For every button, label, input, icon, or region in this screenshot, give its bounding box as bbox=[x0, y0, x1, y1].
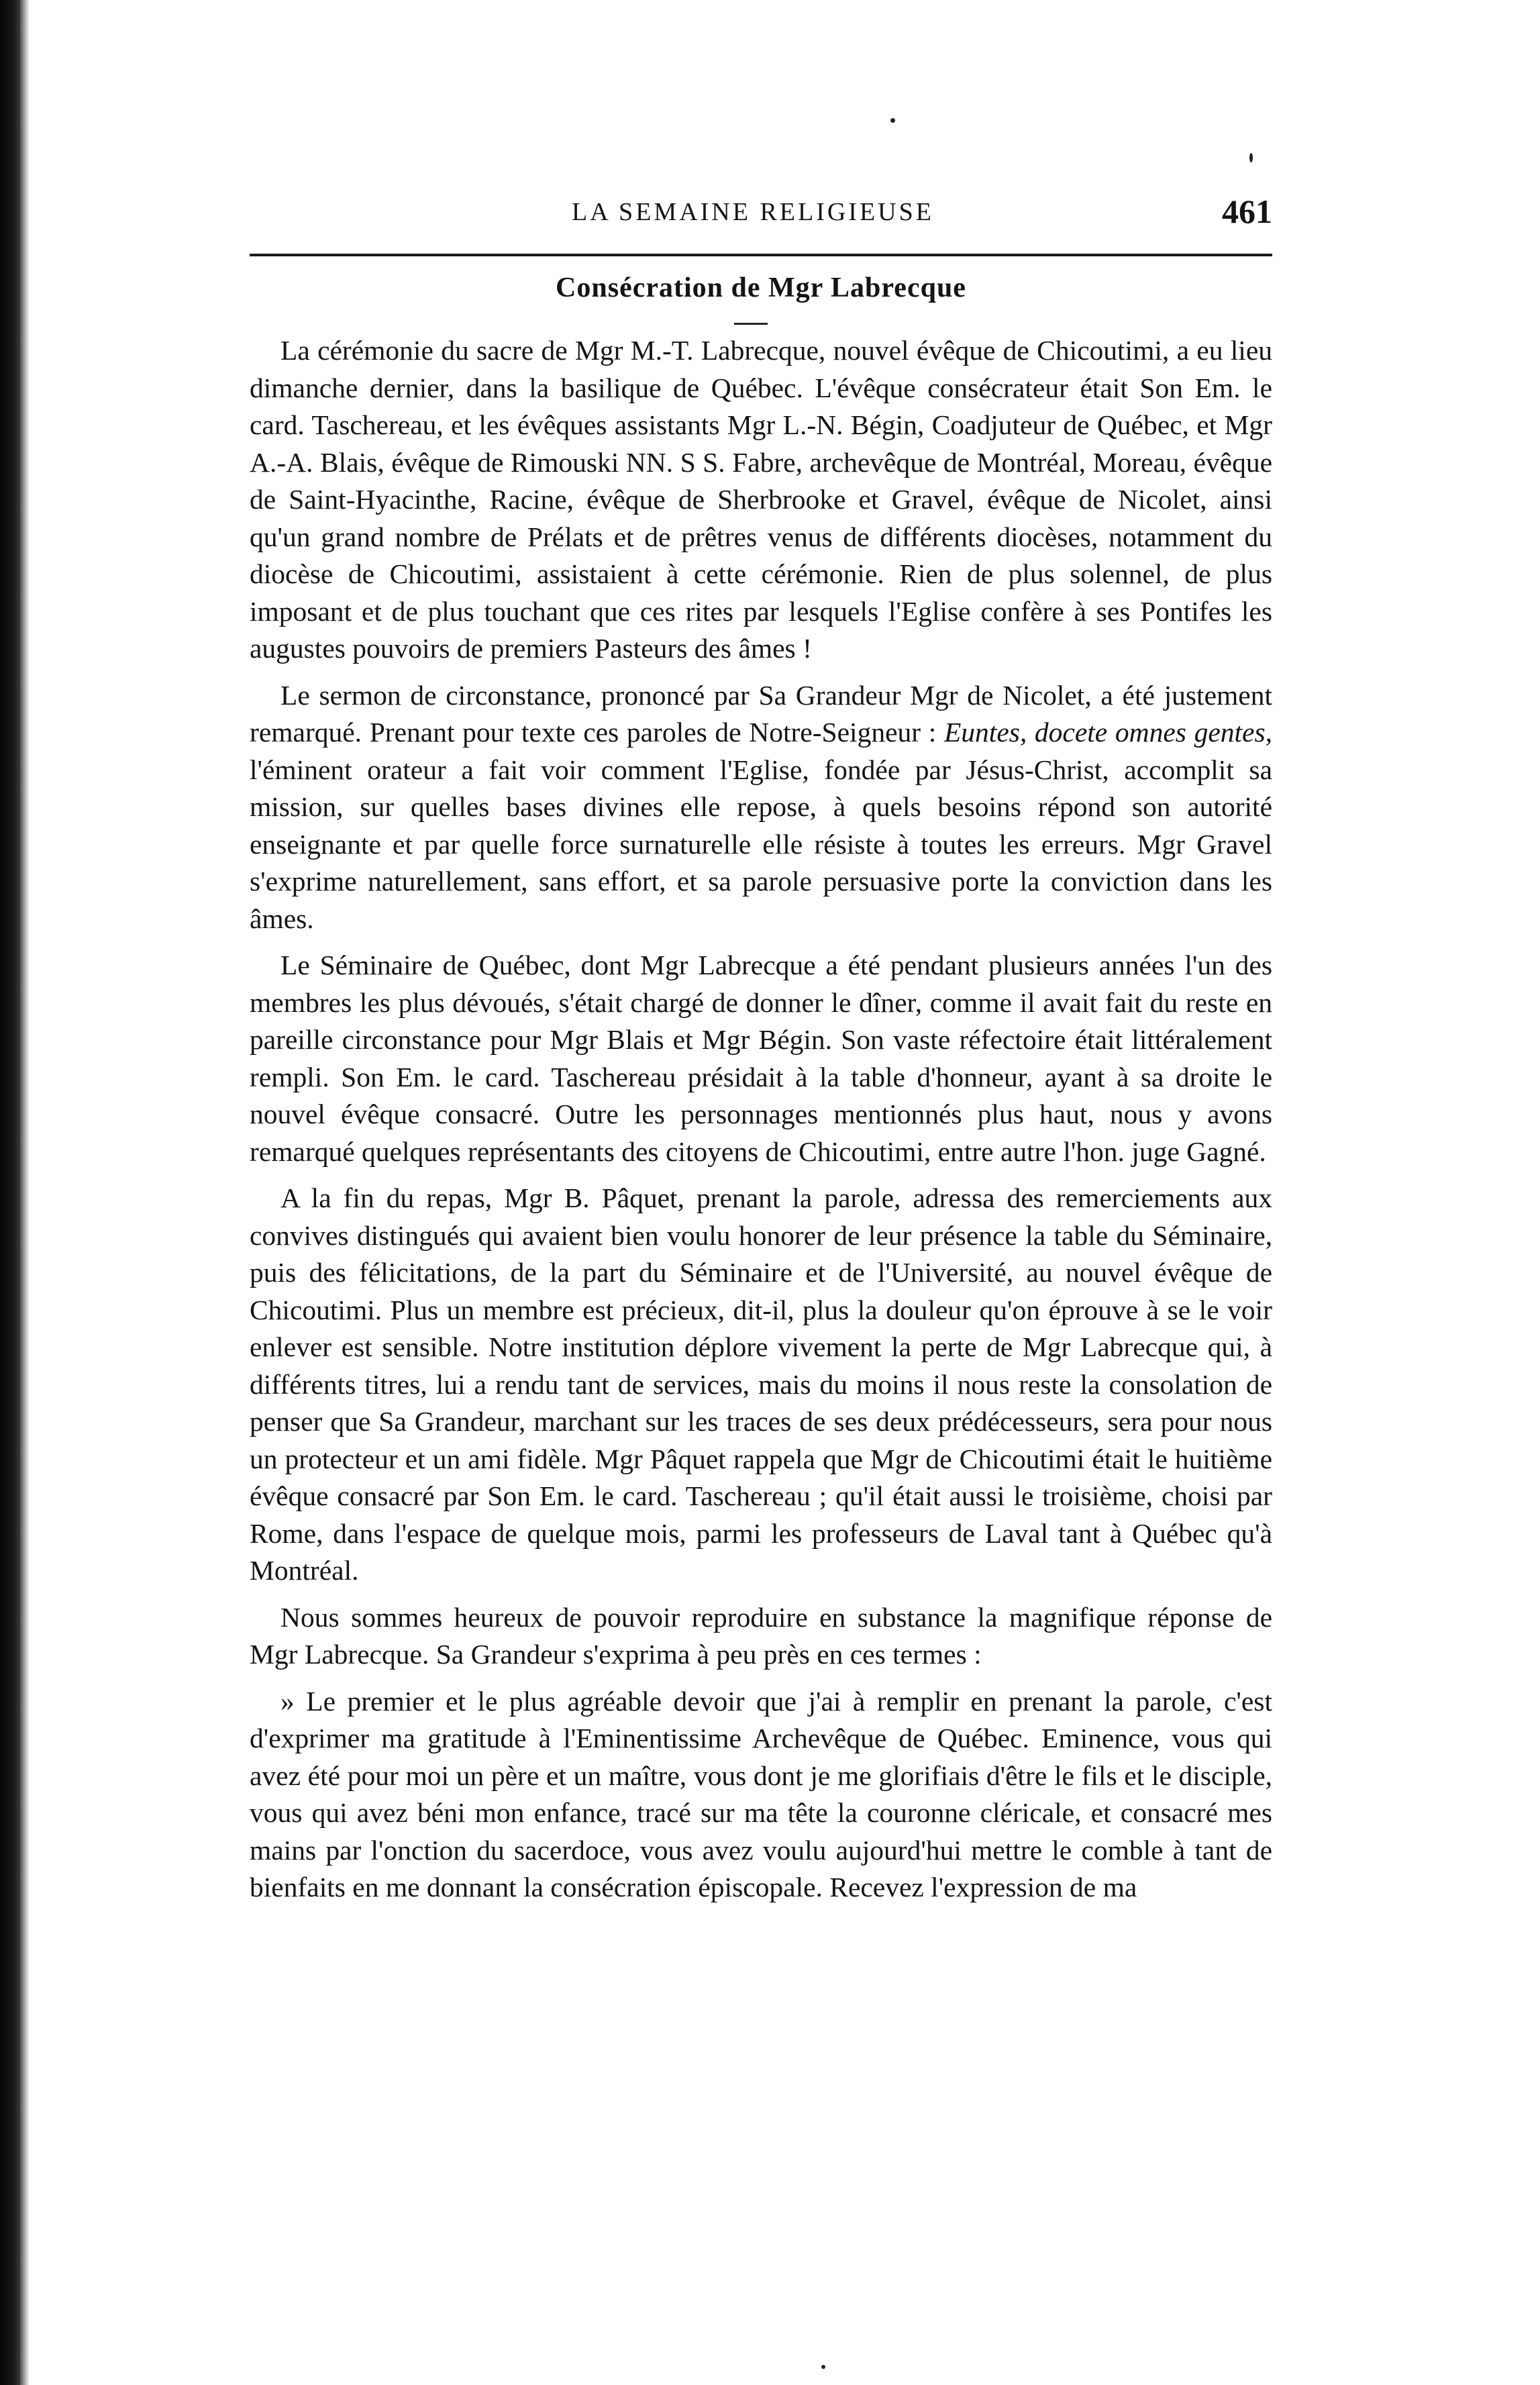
title-dash bbox=[734, 323, 768, 325]
running-title: LA SEMAINE RELIGIEUSE bbox=[572, 198, 934, 226]
paragraph: A la fin du repas, Mgr B. Pâquet, prenant la parole, adressa des remerciements aux convives distingués qui avaient bien voulu honorer de leur présence la table du Séminaire, puis des félicitations, de la part du Séminaire et de l'Université, au nouvel évêque de Chicoutimi. Plus un membre est précieux, dit-il, plus la douleur qu'on éprouve à se le voir enlever est sensible. Notre institution déplore vivement la perte de Mgr Labrecque qui, à différents titres, lui a rendu tant de services, mais du moins il nous reste la consolation de penser que Sa Grandeur, marchant sur les traces de ses deux prédécesseurs, sera pour nous un protecteur et un ami fidèle. Mgr Pâquet rappela que Mgr de Chicoutimi était le huitième évêque consacré par Son Em. le card. Taschereau ; qu'il était aussi le troisième, choisi par Rome, dans l'espace de quelque mois, parmi les professeurs de Laval tant à Québec qu'à Montréal. bbox=[250, 1182, 1272, 1586]
page-number: 461 bbox=[1222, 193, 1272, 230]
paragraph: Nous sommes heureux de pouvoir reproduire en substance la magnifique réponse de Mgr Labrecque. Sa Grandeur s'exprima à peu près en ces termes : bbox=[250, 1601, 1272, 1670]
article-body bbox=[250, 332, 1272, 1916]
page-header bbox=[250, 192, 1272, 239]
article-title: Consécration de Mgr Labrecque bbox=[556, 272, 966, 303]
scan-speck bbox=[1249, 153, 1253, 162]
scan-speck bbox=[890, 118, 895, 123]
binding-edge bbox=[0, 0, 20, 2385]
paragraph: Le Séminaire de Québec, dont Mgr Labrecque a été pendant plusieurs années l'un des membres les plus dévoués, s'était chargé de donner le dîner, comme il avait fait du reste en pareille circonstance pour Mgr Blais et Mgr Bégin. Son vaste réfectoire était littéralement rempli. Son Em. le card. Taschereau présidait à la table d'honneur, ayant à sa droite le nouvel évêque consacré. Outre les personnages mentionnés plus haut, nous y avons remarqué quelques représentants des citoyens de Chicoutimi, entre autre l'hon. juge Gagné. bbox=[250, 950, 1272, 1167]
latin-quote: Euntes, docete omnes gentes, bbox=[943, 717, 1272, 748]
paragraph-text: l'éminent orateur a fait voir comment l'Eglise, fondée par Jésus-Christ, accomplit sa mission, sur quelles bases divines elle repose, à quels besoins répond son autorité enseignante et par quelle force surnaturelle elle résiste à toutes les erreurs. Mgr Gravel s'exprime naturellement, sans effort, et sa parole persuasive porte la conviction dans les âmes. bbox=[250, 754, 1272, 934]
paragraph bbox=[250, 677, 1272, 938]
paragraph: » Le premier et le plus agréable devoir que j'ai à remplir en prenant la parole, c'est d'exprimer ma gratitude à l'Eminentissime Archevêque de Québec. Eminence, vous qui avez été pour moi un père et un maître, vous dont je me glorifiais d'être le fils et le disciple, vous qui avez béni mon enfance, tracé sur ma tête la couronne cléricale, et consacré mes mains par l'onction du sacerdoce, vous avez voulu aujourd'hui mettre le comble à tant de bienfaits en me donnant la consécration épiscopale. Recevez l'expression de ma bbox=[250, 1685, 1272, 1902]
binding-shadow bbox=[20, 0, 30, 2385]
paragraph-text: Le sermon de circonstance, prononcé par Sa Grandeur Mgr de Nicolet, a été justement remarqué. Prenant pour texte ces paroles de Notre-Seigneur : bbox=[250, 679, 1272, 748]
paragraph: La cérémonie du sacre de Mgr M.-T. Labrecque, nouvel évêque de Chicoutimi, a eu lieu dimanche dernier, dans la basilique de Québec. L'évêque consécrateur était Son Em. le card. Taschereau, et les évêques assistants Mgr L.-N. Bégin, Coadjuteur de Québec, et Mgr A.-A. Blais, évêque de Rimouski NN. S S. Fabre, archevêque de Montréal, Moreau, évêque de Saint-Hyacinthe, Racine, évêque de Sherbrooke et Gravel, évêque de Nicolet, ainsi qu'un grand nombre de Prélats et de prêtres venus de différents diocèses, notamment du diocèse de Chicoutimi, assistaient à cette cérémonie. Rien de plus solennel, de plus imposant et de plus touchant que ces rites par lesquels l'Eglise confère à ses Pontifes les augustes pouvoirs de premiers Pasteurs des âmes ! bbox=[250, 335, 1272, 664]
header-rule bbox=[250, 254, 1272, 256]
scan-speck bbox=[821, 2365, 825, 2369]
